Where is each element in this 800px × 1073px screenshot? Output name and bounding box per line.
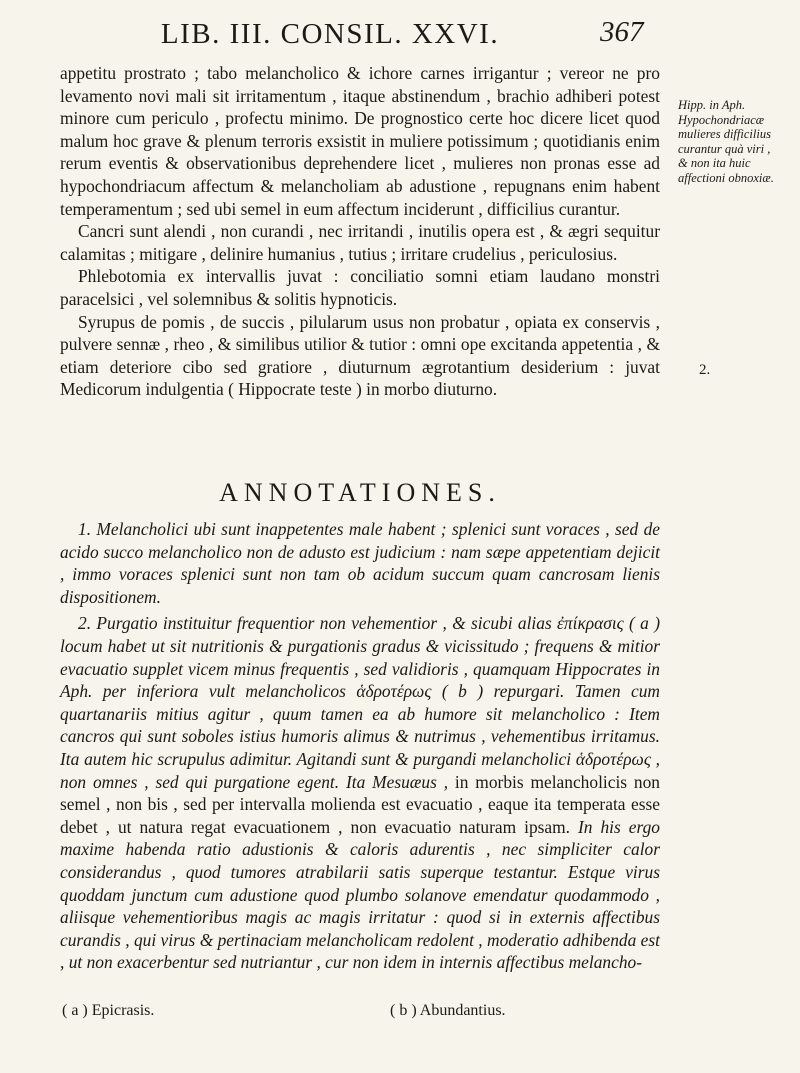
annotation-item [60, 612, 660, 974]
main-text [60, 62, 660, 401]
annotation-text: In his ergo maxime habenda ratio adustionis & caloris adurentis , nec simpliciter calor considerandus , quod tumores atrabilarii satis superque testantur. Estque virus quoddam junctum cum adustione quod plumbo solanove emendatur quodammodo , aliisque vehementioribus magis ac magis irritatur : quod si in externis affectibus curandis , qui virus & pertinaciam melancholicam redolent , moderatio adhibenda est , ut non exacerbentur sed nutriantur , cur non idem in internis affectibus melancho- [60, 816, 660, 973]
footnote-b: ( b ) Abundantius. [390, 1002, 506, 1019]
footnote-a: ( a ) Epicrasis. [62, 1002, 155, 1019]
annotation-item [60, 518, 660, 608]
page-number: 367 [600, 16, 644, 48]
annotation-text: 1. Melancholici ubi sunt inappetentes male habent ; splenici sunt voraces , sed de acido succo melancholico non de adusto est judicium : nam sæpe appetentiam dejicit , immo voraces splenici sunt non tam ob acidum succum quam cancrosam lienis dispositionem. [60, 519, 660, 607]
running-header: LIB. III. CONSIL. XXVI. [160, 18, 500, 50]
paragraph: Cancri sunt alendi , non curandi , nec irritandi , inutilis opera est , & ægri sequitur calamitas ; mitigare , delinire humanius , tutius ; irritare crudelius , periculosius. [60, 221, 660, 264]
annotations-body [60, 518, 660, 978]
paragraph: Phlebotomia ex intervallis juvat : conciliatio somni etiam laudano monstri paracelsici , vel solemnibus & solitis hypnoticis. [60, 266, 660, 309]
paragraph: Syrupus de pomis , de succis , pilularum usus non probatur , opiata ex conservis , pulvere sennæ , rheo , & similibus utilior & tutior : omni ope excitanda appetentia , & etiam deteriore cibo sed gratiore , diuturnum ægrotantium desiderium : juvat Medicorum indulgentia ( Hippocrate teste ) in morbo diuturno. [60, 311, 660, 400]
annotation-text: 2. Purgatio instituitur frequentior non vehementior , & sicubi alias ἐπίκρασις ( a ) locum habet ut sit nutritionis & purgationis gradus & vicissitudo ; frequens & mitior evacuatio supplet vicem minus frequentis , sed validioris , quamquam Hippocrates in Aph. per inferiora vult melancholicos ἁδροτέρως ( b ) repurgari. Tamen cum quartanariis mitius agitur , quum tamen ea ab humore sit melancholico : Item cancros qui sunt soboles istius humoris alimus & nutrimus , vehementibus irritamus. Ita autem hic scrupulus adimitur. Agitandi sunt & purgandi melancholici ἁδροτέρως , non omnes , sed qui purgatione egent. Ita Mesuæus , [60, 613, 660, 792]
annotations-heading: ANNOTATIONES. [219, 478, 501, 507]
margin-note: Hipp. in Aph. Hypochondriacæ mulieres difficilius curantur quà viri , & non ita huic affectioni obnoxiæ. [678, 98, 774, 185]
margin-number: 2. [699, 362, 711, 378]
annotation-quote: in morbis melancholicis non semel , non bis , sed per intervalla molienda est evacuatio , eaque ita temperata esse debet , ut natura regat evacuationem , non evacuatio naturam ipsam. [60, 771, 660, 837]
paragraph: appetitu prostrato ; tabo melancholico & ichore carnes irrigantur ; vereor ne pro levamento novi mali sit irritamentum , itaque abstinendum , brachio adhiberi potest minore cum periculo , profectu minimo. De prognostico certe hoc dicere licet quod malum hoc grave & plenum terroris exsistit in muliere potissimum ; quotidianis enim rerum eventis & observationibus deprehendere licet , mulieres non pronas esse ad hypochondriacum affectum & melancholiam ab adustione , repugnans enim habent temperamentum ; sed ubi semel in eum affectum inciderunt , difficilius curantur. [60, 63, 660, 219]
